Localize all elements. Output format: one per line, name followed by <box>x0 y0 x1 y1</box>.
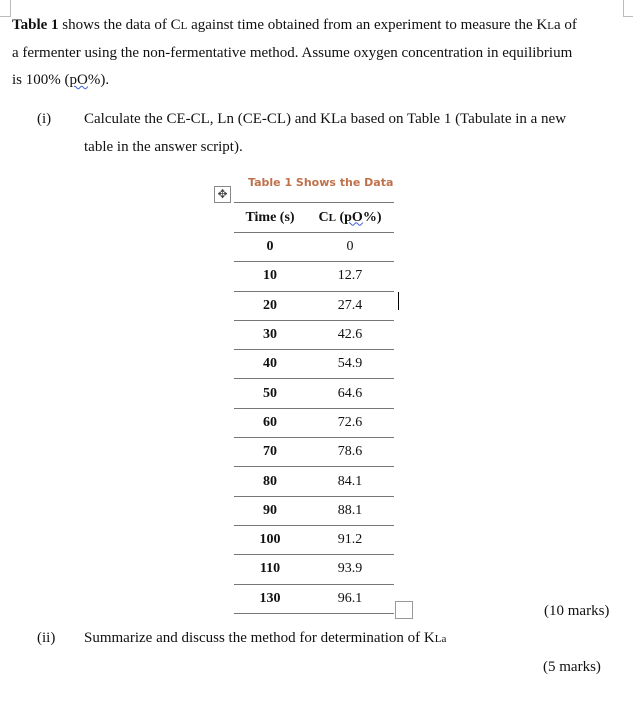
margin-crop-mark-left <box>0 0 11 17</box>
table-resize-handle[interactable] <box>395 601 413 619</box>
time-cell: 20 <box>234 291 306 320</box>
header-cl <box>306 203 394 233</box>
table-row <box>234 291 394 320</box>
time-cell: 0 <box>234 233 306 262</box>
question-1-line-1: Calculate the CE-CL, Ln (CE-CL) and KLa based on Table 1 (Tabulate in a new <box>84 111 567 127</box>
time-cell: 80 <box>234 467 306 496</box>
cl-cell: 42.6 <box>306 320 394 349</box>
cl-cell: 88.1 <box>306 496 394 525</box>
subscript: L <box>547 20 554 32</box>
time-cell: 90 <box>234 496 306 525</box>
table-row <box>234 233 394 262</box>
cl-cell: 54.9 <box>306 350 394 379</box>
time-cell: 60 <box>234 408 306 437</box>
cl-cell: 27.4 <box>306 291 394 320</box>
header-time: Time (s) <box>234 203 306 233</box>
time-cell: 110 <box>234 555 306 584</box>
time-cell: 30 <box>234 320 306 349</box>
header-text: %) <box>362 209 382 225</box>
text-cursor <box>398 292 399 310</box>
table-row <box>234 438 394 467</box>
cl-cell: 84.1 <box>306 467 394 496</box>
table-row <box>234 320 394 349</box>
table-row <box>234 525 394 554</box>
table-move-handle-icon[interactable]: ✥ <box>214 186 231 203</box>
time-cell: 100 <box>234 525 306 554</box>
question-2-body: Summarize and discuss the method for determination of K <box>84 630 435 646</box>
subscript: L <box>180 20 188 32</box>
intro-line-1 <box>12 17 577 34</box>
data-table <box>234 202 394 614</box>
cl-cell: 0 <box>306 233 394 262</box>
table-row <box>234 496 394 525</box>
subscript: L <box>328 211 336 224</box>
cl-cell: 12.7 <box>306 262 394 291</box>
spellcheck-word[interactable]: pO <box>344 209 363 225</box>
header-text: C <box>318 209 329 225</box>
spellcheck-word[interactable]: pO <box>69 72 88 88</box>
cl-cell: 91.2 <box>306 525 394 554</box>
intro-text: shows the data of C <box>58 17 181 33</box>
question-1-number: (i) <box>37 111 52 127</box>
question-2-text <box>84 630 446 647</box>
intro-text: %). <box>87 72 110 88</box>
question-1-marks: (10 marks) <box>544 603 610 619</box>
table-row <box>234 555 394 584</box>
cl-cell: 93.9 <box>306 555 394 584</box>
time-cell: 10 <box>234 262 306 291</box>
time-cell: 40 <box>234 350 306 379</box>
table-row <box>234 350 394 379</box>
question-2-number: (ii) <box>37 630 56 646</box>
table-row <box>234 379 394 408</box>
time-cell: 130 <box>234 584 306 613</box>
header-text: ( <box>335 209 345 225</box>
cl-cell: 78.6 <box>306 438 394 467</box>
table-row <box>234 262 394 291</box>
cl-cell: 96.1 <box>306 584 394 613</box>
intro-line-3 <box>12 72 109 89</box>
intro-text: against time obtained from an experiment to measure the K <box>187 17 548 33</box>
intro-text: is 100% ( <box>12 72 70 88</box>
table-row <box>234 584 394 613</box>
question-2-marks: (5 marks) <box>543 659 601 675</box>
time-cell: 50 <box>234 379 306 408</box>
cl-cell: 64.6 <box>306 379 394 408</box>
margin-crop-mark-right <box>623 0 633 17</box>
table-caption: Table 1 Shows the Data <box>248 176 394 189</box>
subscript: La <box>434 633 447 645</box>
time-cell: 70 <box>234 438 306 467</box>
intro-text: a of <box>553 17 577 33</box>
table-row <box>234 467 394 496</box>
intro-line-2: a fermenter using the non-fermentative method. Assume oxygen concentration in equilibrium <box>12 45 573 61</box>
intro-bold: Table 1 <box>12 17 59 33</box>
cl-cell: 72.6 <box>306 408 394 437</box>
question-1-line-2: table in the answer script). <box>84 139 243 155</box>
table-row <box>234 408 394 437</box>
